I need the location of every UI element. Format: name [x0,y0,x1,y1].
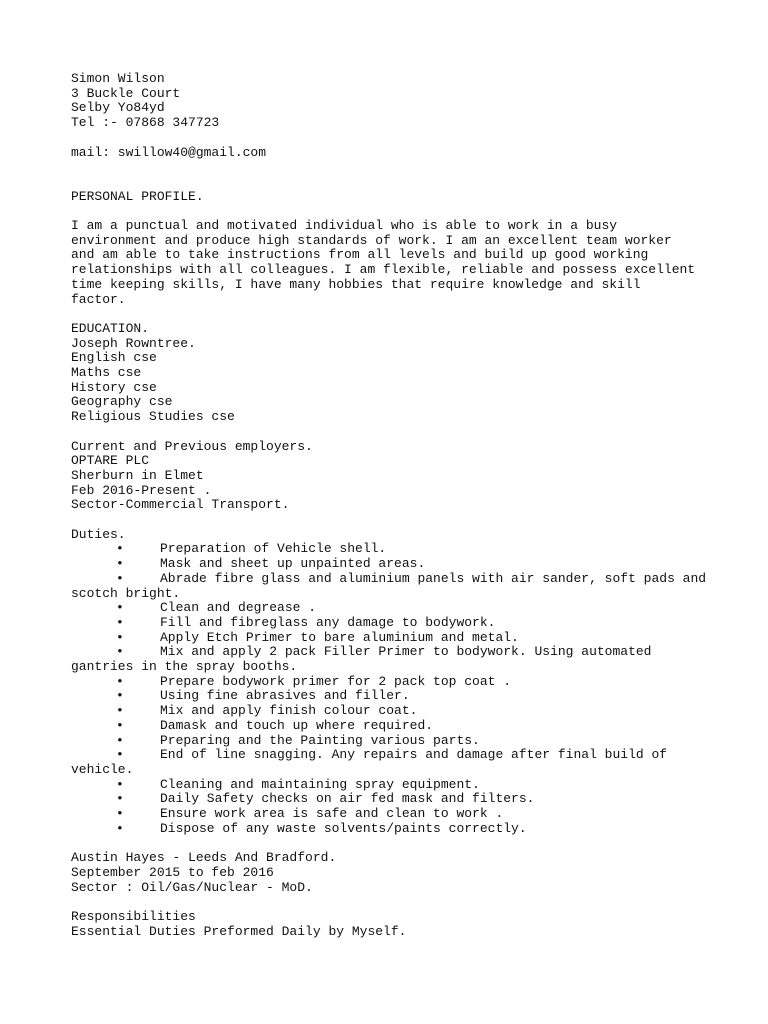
duties-list [71,542,711,836]
education-school: Joseph Rowntree. [71,335,196,351]
profile-heading: PERSONAL PROFILE. [71,188,204,204]
previous-employer-dates: September 2015 to feb 2016 [71,864,274,880]
duty-text: Damask and touch up where required. [160,717,434,733]
responsibilities-heading: Responsibilities [71,908,196,924]
duty-item [71,689,711,704]
education-subject: Geography cse [71,394,173,410]
current-employer-company: OPTARE PLC [71,453,150,469]
bullet-icon: • [116,644,124,660]
current-employer-dates: Feb 2016-Present . [71,482,212,498]
bullet-icon: • [116,820,124,836]
contact-address-line-1: 3 Buckle Court [71,85,181,101]
duty-text: Apply Etch Primer to bare aluminium and metal. [160,629,519,645]
cv-document [71,72,711,939]
spacer [71,836,711,851]
profile-section [71,190,711,308]
bullet-icon: • [116,614,124,630]
education-heading: EDUCATION. [71,320,150,336]
duty-text: Mask and sheet up unpainted areas. [160,556,426,572]
current-employer-sector: Sector-Commercial Transport. [71,497,290,513]
bullet-icon: • [116,806,124,822]
spacer [71,307,711,322]
responsibilities-text: Essential Duties Preformed Daily by Myself. [71,923,407,939]
contact-block [71,72,711,160]
education-subject: Religious Studies cse [71,409,235,425]
education-subject: Maths cse [71,365,142,380]
previous-employer-sector: Sector : Oil/Gas/Nuclear - MoD. [71,879,313,895]
duty-item [71,792,711,807]
duty-item [71,734,711,749]
previous-employer-company: Austin Hayes - Leeds And Bradford. [71,850,337,866]
bullet-icon: • [116,791,124,807]
duty-item [71,675,711,690]
employment-section [71,440,711,940]
spacer [71,895,711,910]
duty-item [71,748,711,777]
bullet-icon: • [116,673,124,689]
bullet-icon: • [116,688,124,704]
bullet-icon: • [116,717,124,733]
education-section [71,322,711,425]
contact-telephone: Tel :- 07868 347723 [71,115,220,131]
bullet-icon: • [116,732,124,748]
spacer [71,160,711,189]
contact-name: Simon Wilson [71,71,165,86]
duty-item [71,542,711,557]
bullet-icon: • [116,556,124,572]
duty-item [71,822,711,837]
duty-item [71,807,711,822]
duty-text: Ensure work area is safe and clean to work . [160,806,504,822]
duty-item [71,631,711,646]
duties-heading: Duties. [71,526,126,542]
bullet-icon: • [116,776,124,792]
duty-text: Abrade fibre glass and aluminium panels with air sander, soft pads and scotch bright. [71,570,707,601]
duty-text: End of line snagging. Any repairs and damage after final build of vehicle. [71,747,668,777]
bullet-icon: • [116,747,124,763]
duty-text: Mix and apply 2 pack Filler Primer to bodywork. Using automated gantries in the spray booths. [71,644,652,675]
profile-text: I am a punctual and motivated individual who is able to work in a busy environment and produce high standards of work. I am an excellent team worker and am able to take instructions from all levels and build up good working relationships with all colleagues. I am flexible, reliable and possess excellent time keeping skills, I have many hobbies that require knowledge and skill factor. [71,217,696,307]
spacer [71,204,711,219]
duty-text: Clean and degrease . [160,600,317,616]
bullet-icon: • [116,703,124,719]
duty-text: Mix and apply finish colour coat. [160,703,418,719]
spacer [71,131,711,146]
duty-text: Preparing and the Painting various parts. [160,732,480,748]
duty-text: Dispose of any waste solvents/paints correctly. [160,820,527,836]
duty-item [71,778,711,793]
employment-heading: Current and Previous employers. [71,438,313,454]
education-subject: History cse [71,379,157,395]
duty-item [71,557,711,572]
current-employer-location: Sherburn in Elmet [71,467,204,483]
duty-item [71,704,711,719]
education-subject: English cse [71,350,157,366]
duty-item [71,616,711,631]
duty-text: Fill and fibreglass any damage to bodywork. [160,614,496,630]
spacer [71,513,711,528]
duty-text: Cleaning and maintaining spray equipment. [160,776,480,792]
contact-email: mail: swillow40@gmail.com [71,144,267,160]
duty-text: Preparation of Vehicle shell. [160,541,387,557]
bullet-icon: • [116,629,124,645]
duty-item [71,572,711,601]
spacer [71,425,711,440]
duty-text: Using fine abrasives and filler. [160,688,410,704]
bullet-icon: • [116,570,124,586]
bullet-icon: • [116,600,124,616]
duty-text: Prepare bodywork primer for 2 pack top coat . [160,673,512,689]
contact-address-line-2: Selby Yo84yd [71,100,165,116]
duty-text: Daily Safety checks on air fed mask and filters. [160,791,535,807]
bullet-icon: • [116,541,124,557]
duty-item [71,601,711,616]
duty-item [71,645,711,674]
duty-item [71,719,711,734]
